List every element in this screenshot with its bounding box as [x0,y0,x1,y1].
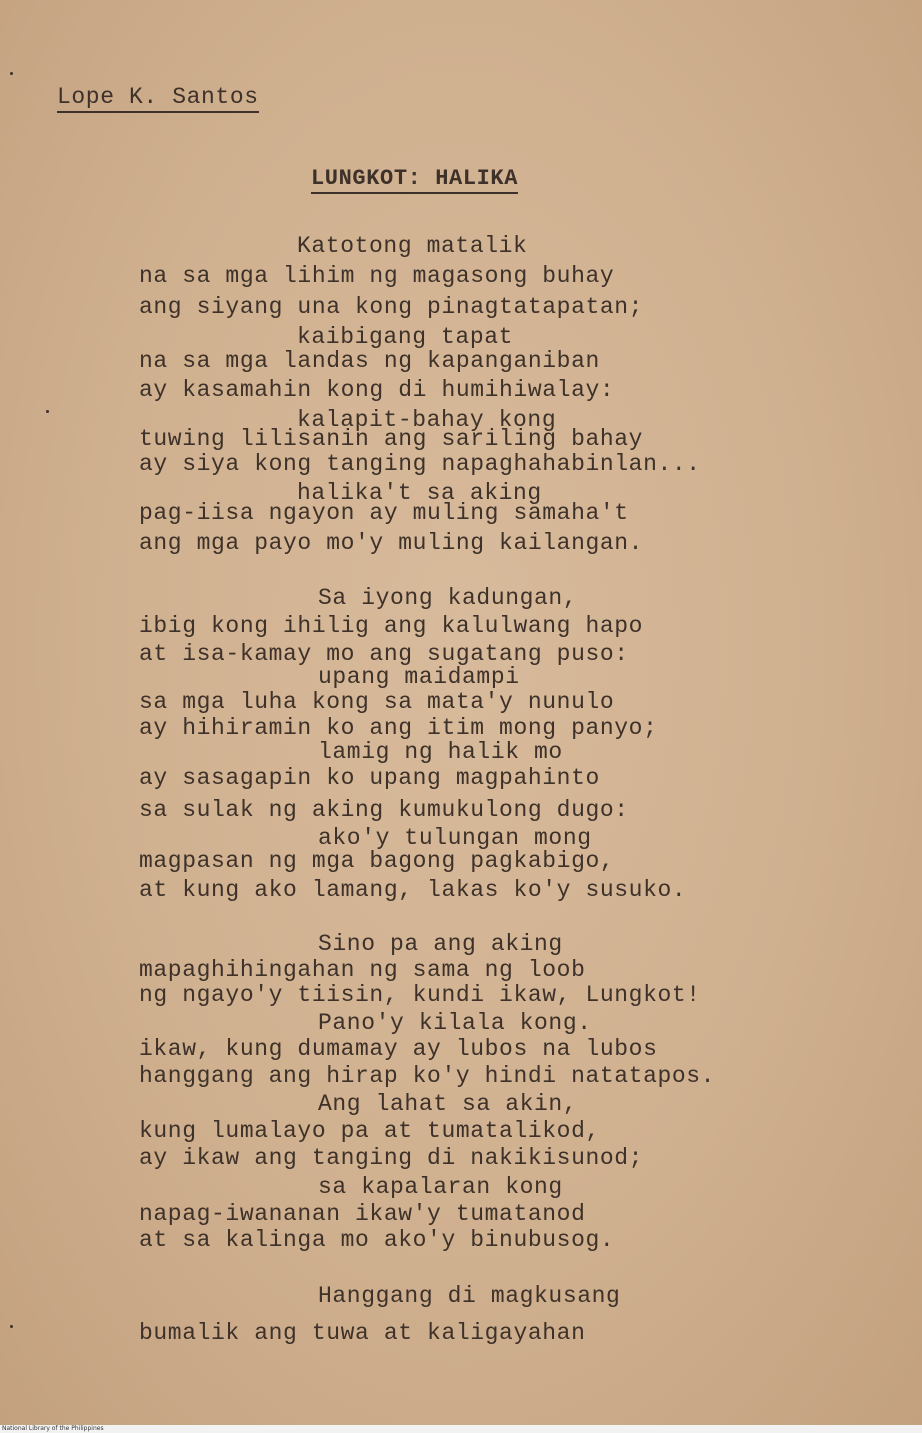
poem-line: kalapit-bahay kong [297,407,557,433]
poem-line: ay ikaw ang tanging di nakikisunod; [139,1145,644,1171]
poem-line: na sa mga landas ng kapanganiban [139,348,600,374]
scan-bottom-edge [0,1425,922,1433]
poem-line: ikaw, kung dumamay ay lubos na lubos [139,1036,658,1062]
poem-line: na sa mga lihim ng magasong buhay [139,263,615,289]
poem-line: at isa-kamay mo ang sugatang puso: [139,641,629,667]
poem-line: ibig kong ihilig ang kalulwang hapo [139,613,644,639]
poem-line: ay hihiramin ko ang itim mong panyo; [139,715,658,741]
ink-speck [46,410,49,413]
poem-title: LUNGKOT: HALIKA [311,166,518,194]
poem-line: kung lumalayo pa at tumatalikod, [139,1118,600,1144]
poem-line: ay siya kong tanging napaghahabinlan... [139,451,701,477]
library-credit: National Library of the Philippines [2,1425,104,1432]
poem-line: sa mga luha kong sa mata'y nunulo [139,689,615,715]
poem-line: ang siyang una kong pinagtatapatan; [139,294,644,320]
poem-line: at kung ako lamang, lakas ko'y susuko. [139,877,687,903]
poem-line: Hanggang di magkusang [318,1283,621,1309]
poem-line: ng ngayo'y tiisin, kundi ikaw, Lungkot! [139,982,701,1008]
poem-line: hanggang ang hirap ko'y hindi natatapos. [139,1063,716,1089]
poem-line: ay kasamahin kong di humihiwalay: [139,377,615,403]
poem-line: tuwing lilisanin ang sariling bahay [139,426,644,452]
poem-line: Sa iyong kadungan, [318,585,578,611]
ink-speck [10,1325,13,1328]
poem-line: mapaghihingahan ng sama ng loob [139,957,586,983]
poem-line: magpasan ng mga bagong pagkabigo, [139,848,615,874]
poem-line: kaibigang tapat [297,324,514,350]
poem-line: ako'y tulungan mong [318,825,592,851]
poem-line: bumalik ang tuwa at kaligayahan [139,1320,586,1346]
poem-line: sa sulak ng aking kumukulong dugo: [139,797,629,823]
poem-line: halika't sa aking [297,480,542,506]
poem-line: sa kapalaran kong [318,1174,563,1200]
poem-line: Katotong matalik [297,233,528,259]
poem-line: at sa kalinga mo ako'y binubusog. [139,1227,615,1253]
author-name: Lope K. Santos [57,84,259,113]
poem-line: Ang lahat sa akin, [318,1091,578,1117]
poem-line: lamig ng halik mo [318,739,563,765]
poem-line: Sino pa ang aking [318,931,563,957]
poem-line: Pano'y kilala kong. [318,1010,592,1036]
poem-line: pag-iisa ngayon ay muling samaha't [139,500,629,526]
ink-speck [10,72,13,75]
poem-line: napag-iwananan ikaw'y tumatanod [139,1201,586,1227]
poem-line: ay sasagapin ko upang magpahinto [139,765,600,791]
poem-line: upang maidampi [318,664,520,690]
poem-line: ang mga payo mo'y muling kailangan. [139,530,644,556]
